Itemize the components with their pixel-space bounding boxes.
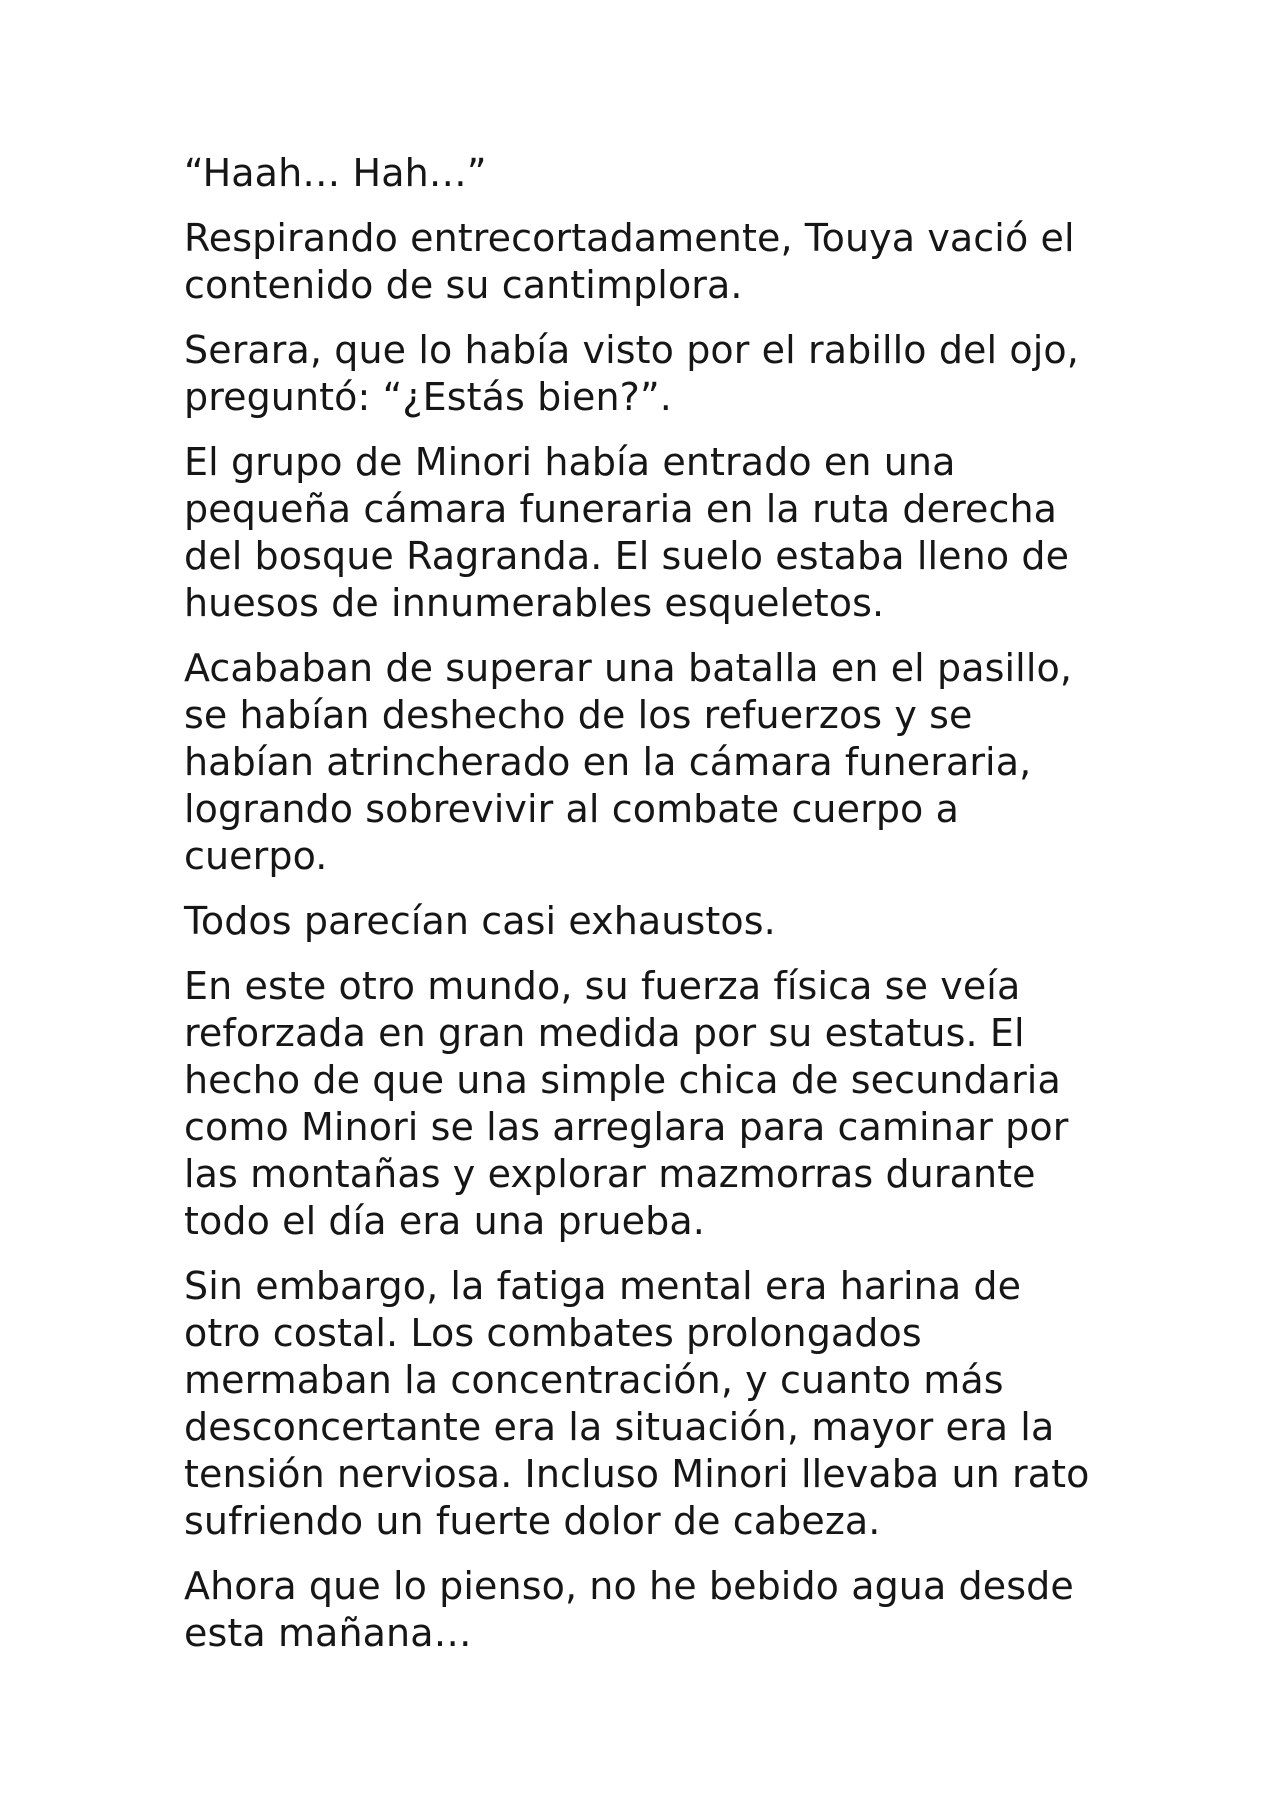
paragraph: En este otro mundo, su fuerza física se veía reforzada en gran medida por su estatus. El hecho de que una simple chica de secundaria como Minori se las arreglara para caminar por las montañas y explorar mazmorras durante todo el día era una prueba. <box>184 964 1069 1243</box>
paragraph: El grupo de Minori había entrado en una pequeña cámara funeraria en la ruta derecha del bosque Ragranda. El suelo estaba lleno de huesos de innumerables esqueletos. <box>184 440 1070 625</box>
paragraph: “Haah… Hah…” <box>184 151 487 195</box>
text-body <box>184 150 1104 1657</box>
paragraph: Acababan de superar una batalla en el pasillo, se habían deshecho de los refuerzos y se habían atrincherado en la cámara funeraria, logrando sobrevivir al combate cuerpo a cuerpo. <box>184 646 1073 878</box>
paragraph: Todos parecían casi exhaustos. <box>184 899 776 943</box>
paragraph: Respirando entrecortadamente, Touya vació el contenido de su cantimplora. <box>184 216 1075 307</box>
paragraph: Serara, que lo había visto por el rabillo del ojo, preguntó: “¿Estás bien?”. <box>184 328 1079 419</box>
paragraph: Ahora que lo pienso, no he bebido agua desde esta mañana… <box>184 1564 1074 1655</box>
paragraph: Sin embargo, la fatiga mental era harina de otro costal. Los combates prolongados mermaban la concentración, y cuanto más desconcertante era la situación, mayor era la tensión nerviosa. Incluso Minori llevaba un rato sufriendo un fuerte dolor de cabeza. <box>184 1264 1090 1543</box>
